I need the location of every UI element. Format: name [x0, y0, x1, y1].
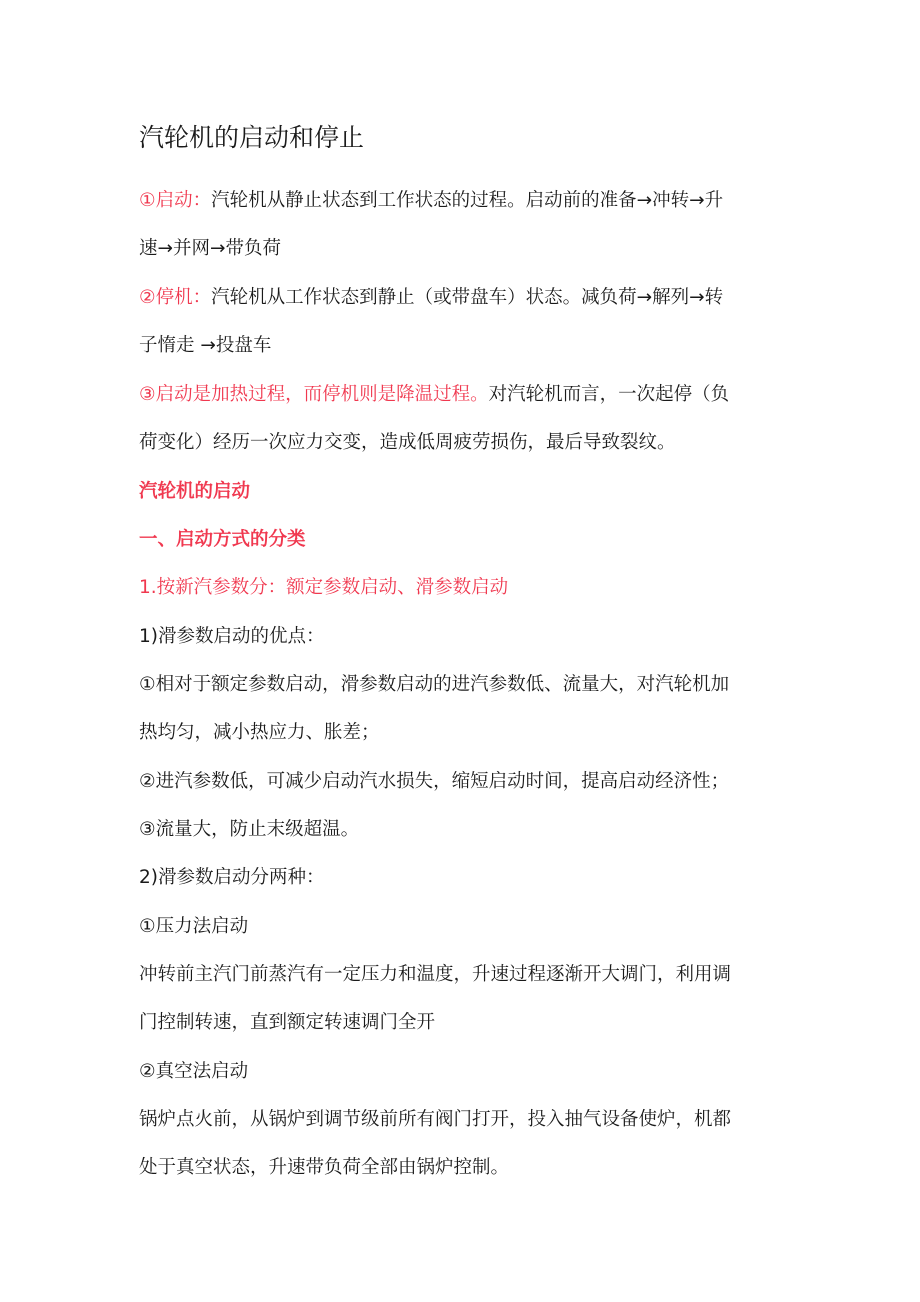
advantage-1-line2: 热均匀，减小热应力、胀差；: [139, 722, 380, 743]
type-2-line1: 锅炉点火前，从锅炉到调节级前所有阀门打开，投入抽气设备使炉，机都: [139, 1109, 732, 1130]
advantage-2: ②进汽参数低，可减少启动汽水损失，缩短启动时间，提高启动经济性；: [139, 771, 730, 792]
paragraph-stop-line1: [139, 286, 799, 310]
advantage-3: ③流量大，防止末级超温。: [139, 819, 360, 840]
types-heading: 2)滑参数启动分两种：: [139, 867, 325, 888]
subsection-heading: 一、启动方式的分类: [139, 529, 306, 550]
advantages-heading: 1)滑参数启动的优点：: [139, 626, 325, 647]
type-1-line2: 门控制转速，直到额定转速调门全开: [139, 1012, 436, 1033]
type-2-line2: 处于真空状态，升速带负荷全部由锅炉控制。: [139, 1157, 510, 1178]
type-1-heading: ①压力法启动: [139, 916, 249, 937]
start-text: 汽轮机从静止状态到工作状态的过程。启动前的准备→冲转→升: [211, 190, 724, 211]
paragraph-stop-line2: 子惰走 →投盘车: [139, 335, 272, 356]
item-heading: 1.按新汽参数分：额定参数启动、滑参数启动: [139, 577, 509, 598]
stress-text: 对汽轮机而言，一次起停（负: [488, 384, 730, 405]
advantage-1-line1: ①相对于额定参数启动，滑参数启动的进汽参数低、流量大，对汽轮机加: [139, 674, 730, 695]
paragraph-stress-line2: 荷变化）经历一次应力交变，造成低周疲劳损伤，最后导致裂纹。: [139, 432, 676, 453]
stress-highlight: ③启动是加热过程，而停机则是降温过程。: [139, 384, 489, 405]
paragraph-start-line2: 速→并网→带负荷: [139, 238, 282, 259]
start-label: ①启动：: [139, 190, 212, 211]
type-1-line1: 冲转前主汽门前蒸汽有一定压力和温度，升速过程逐渐开大调门，利用调: [139, 964, 732, 985]
section-heading: 汽轮机的启动: [139, 481, 251, 502]
page-title: 汽轮机的启动和停止: [139, 123, 365, 152]
paragraph-stress-line1: [139, 383, 799, 407]
stop-label: ②停机：: [139, 287, 212, 308]
stop-text: 汽轮机从工作状态到静止（或带盘车）状态。减负荷→解列→转: [211, 287, 724, 308]
type-2-heading: ②真空法启动: [139, 1061, 249, 1082]
paragraph-start-line1: [139, 189, 799, 213]
